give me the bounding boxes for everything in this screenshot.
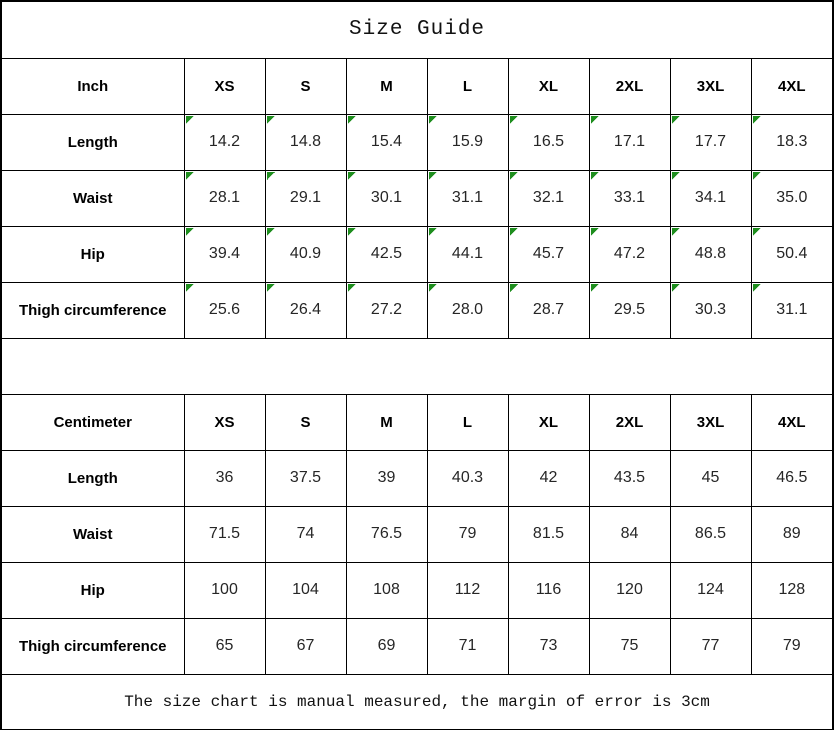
value-text: 44.1 [451,245,484,262]
value-text: 28.7 [532,301,565,318]
value-cell [265,450,346,506]
unit-header-cell: Centimeter [1,394,184,450]
value-text: 89 [782,525,801,542]
value-cell [589,562,670,618]
value-cell [751,506,833,562]
value-cell [508,562,589,618]
value-text: 81.5 [532,525,565,542]
value-text: 32.1 [532,189,565,206]
value-cell [346,282,427,338]
value-cell [670,506,751,562]
cell-corner-marker-icon [591,116,599,124]
value-cell [427,562,508,618]
value-cell [427,170,508,226]
cell-corner-marker-icon [510,172,518,180]
value-text: 42.5 [370,245,403,262]
value-text: 75 [620,637,639,654]
cell-corner-marker-icon [672,284,680,292]
value-cell [427,282,508,338]
value-text: 67 [296,637,315,654]
table-row [1,170,833,226]
value-cell [427,114,508,170]
value-text: 112 [454,581,481,598]
value-text: 45 [701,469,720,486]
value-text: 14.2 [208,133,241,150]
cell-corner-marker-icon [429,284,437,292]
value-cell [265,114,346,170]
cell-corner-marker-icon [348,116,356,124]
value-cell [184,282,265,338]
value-text: 124 [697,581,724,598]
cell-corner-marker-icon [672,228,680,236]
cell-corner-marker-icon [348,172,356,180]
cell-corner-marker-icon [672,116,680,124]
value-text: 116 [535,581,562,598]
value-cell [346,170,427,226]
value-cell [508,114,589,170]
cell-corner-marker-icon [186,172,194,180]
value-cell [184,618,265,674]
row-label-cell: Waist [1,170,184,226]
size-header-cell: M [346,58,427,114]
value-text: 79 [782,637,801,654]
size-header-cell: 2XL [589,58,670,114]
size-header-cell: 3XL [670,394,751,450]
size-header-cell: L [427,58,508,114]
value-text: 15.9 [451,133,484,150]
size-header-cell: 2XL [589,394,670,450]
value-cell [589,506,670,562]
value-cell [184,170,265,226]
cell-corner-marker-icon [348,228,356,236]
value-cell [346,506,427,562]
cell-corner-marker-icon [267,116,275,124]
value-text: 39.4 [208,245,241,262]
value-text: 42 [539,469,558,486]
value-text: 71 [458,637,477,654]
value-cell [508,450,589,506]
value-text: 74 [296,525,315,542]
value-text: 65 [215,637,234,654]
table-row [1,282,833,338]
cell-corner-marker-icon [429,228,437,236]
cell-corner-marker-icon [186,116,194,124]
value-cell [346,114,427,170]
value-text: 46.5 [776,469,808,486]
value-text: 25.6 [208,301,241,318]
value-cell [265,506,346,562]
value-cell [346,562,427,618]
value-cell [751,450,833,506]
value-cell [265,618,346,674]
value-cell [589,226,670,282]
value-text: 45.7 [532,245,565,262]
value-cell [751,114,833,170]
value-cell [184,226,265,282]
value-cell [589,114,670,170]
size-header-cell: XL [508,58,589,114]
value-cell [184,562,265,618]
row-label-cell: Length [1,450,184,506]
value-text: 50.4 [776,245,808,262]
value-cell [508,506,589,562]
value-cell [427,450,508,506]
value-text: 100 [211,581,238,598]
cell-corner-marker-icon [186,228,194,236]
value-text: 31.1 [776,301,808,318]
value-text: 73 [539,637,558,654]
value-cell [589,450,670,506]
value-text: 37.5 [289,469,322,486]
size-header-cell: 4XL [751,58,833,114]
size-header-cell: 4XL [751,394,833,450]
value-cell [346,618,427,674]
value-text: 48.8 [694,245,727,262]
row-label-cell: Thigh circumference [1,282,184,338]
size-header-cell: M [346,394,427,450]
size-header-row [1,394,833,450]
value-cell [670,450,751,506]
value-text: 33.1 [613,189,646,206]
cell-corner-marker-icon [591,172,599,180]
value-text: 39 [377,469,396,486]
value-cell [751,226,833,282]
row-label-cell: Length [1,114,184,170]
cell-corner-marker-icon [753,284,761,292]
value-cell [427,618,508,674]
cell-corner-marker-icon [591,228,599,236]
value-text: 77 [701,637,720,654]
value-text: 31.1 [451,189,484,206]
size-header-cell: S [265,394,346,450]
value-text: 15.4 [370,133,403,150]
value-cell [670,562,751,618]
size-header-cell: XS [184,58,265,114]
value-text: 29.5 [613,301,646,318]
value-text: 76.5 [370,525,403,542]
table-row [1,114,833,170]
value-cell [508,618,589,674]
cell-corner-marker-icon [429,116,437,124]
table-row [1,506,833,562]
row-label-cell: Hip [1,226,184,282]
value-cell [751,618,833,674]
value-cell [508,170,589,226]
value-text: 28.1 [208,189,241,206]
value-text: 40.3 [451,469,484,486]
cell-corner-marker-icon [753,172,761,180]
value-cell [346,226,427,282]
value-cell [589,170,670,226]
value-text: 47.2 [613,245,646,262]
value-cell [589,618,670,674]
value-text: 128 [778,581,806,598]
value-text: 28.0 [451,301,484,318]
value-text: 18.3 [776,133,808,150]
value-text: 17.7 [694,133,727,150]
value-text: 43.5 [613,469,646,486]
cell-corner-marker-icon [753,116,761,124]
cell-corner-marker-icon [591,284,599,292]
value-text: 27.2 [370,301,403,318]
value-text: 29.1 [289,189,322,206]
value-text: 104 [292,581,319,598]
row-label-cell: Thigh circumference [1,618,184,674]
size-header-cell: XS [184,394,265,450]
value-cell [508,282,589,338]
size-header-cell: 3XL [670,58,751,114]
value-text: 84 [620,525,639,542]
value-cell [589,282,670,338]
title-row [1,1,833,58]
cell-corner-marker-icon [267,172,275,180]
value-text: 79 [458,525,477,542]
table-row [1,562,833,618]
row-label-cell: Waist [1,506,184,562]
size-header-row [1,58,833,114]
cell-corner-marker-icon [267,228,275,236]
value-cell [265,226,346,282]
value-text: 69 [377,637,396,654]
value-cell [751,170,833,226]
value-cell [670,226,751,282]
unit-header-cell: Inch [1,58,184,114]
value-cell [184,506,265,562]
value-text: 30.1 [370,189,403,206]
value-cell [508,226,589,282]
value-text: 108 [373,581,400,598]
value-text: 30.3 [694,301,727,318]
footer-row [1,674,833,730]
spacer-row [1,338,833,394]
value-cell [265,562,346,618]
value-text: 36 [215,469,234,486]
value-cell [751,282,833,338]
value-text: 120 [616,581,643,598]
value-text: 35.0 [776,189,808,206]
value-cell [184,450,265,506]
value-cell [670,282,751,338]
cell-corner-marker-icon [348,284,356,292]
footer-note: The size chart is manual measured, the margin of error is 3cm [1,674,833,730]
cell-corner-marker-icon [510,116,518,124]
table-row [1,226,833,282]
value-text: 34.1 [694,189,727,206]
cell-corner-marker-icon [267,284,275,292]
table-row [1,618,833,674]
value-text: 26.4 [289,301,322,318]
cell-corner-marker-icon [429,172,437,180]
cell-corner-marker-icon [186,284,194,292]
value-cell [670,114,751,170]
value-cell [184,114,265,170]
value-text: 17.1 [613,133,646,150]
row-label-cell: Hip [1,562,184,618]
size-header-cell: XL [508,394,589,450]
cell-corner-marker-icon [672,172,680,180]
value-text: 40.9 [289,245,322,262]
value-cell [427,506,508,562]
value-cell [751,562,833,618]
page-title: Size Guide [1,1,833,58]
cell-corner-marker-icon [510,284,518,292]
value-cell [265,170,346,226]
cell-corner-marker-icon [510,228,518,236]
value-text: 71.5 [208,525,241,542]
value-cell [670,618,751,674]
value-cell [670,170,751,226]
table-row [1,450,833,506]
value-cell [427,226,508,282]
cell-corner-marker-icon [753,228,761,236]
value-text: 16.5 [532,133,565,150]
value-text: 14.8 [289,133,322,150]
value-cell [346,450,427,506]
size-header-cell: L [427,394,508,450]
size-header-cell: S [265,58,346,114]
value-cell [265,282,346,338]
spacer-cell [1,338,833,394]
value-text: 86.5 [694,525,727,542]
